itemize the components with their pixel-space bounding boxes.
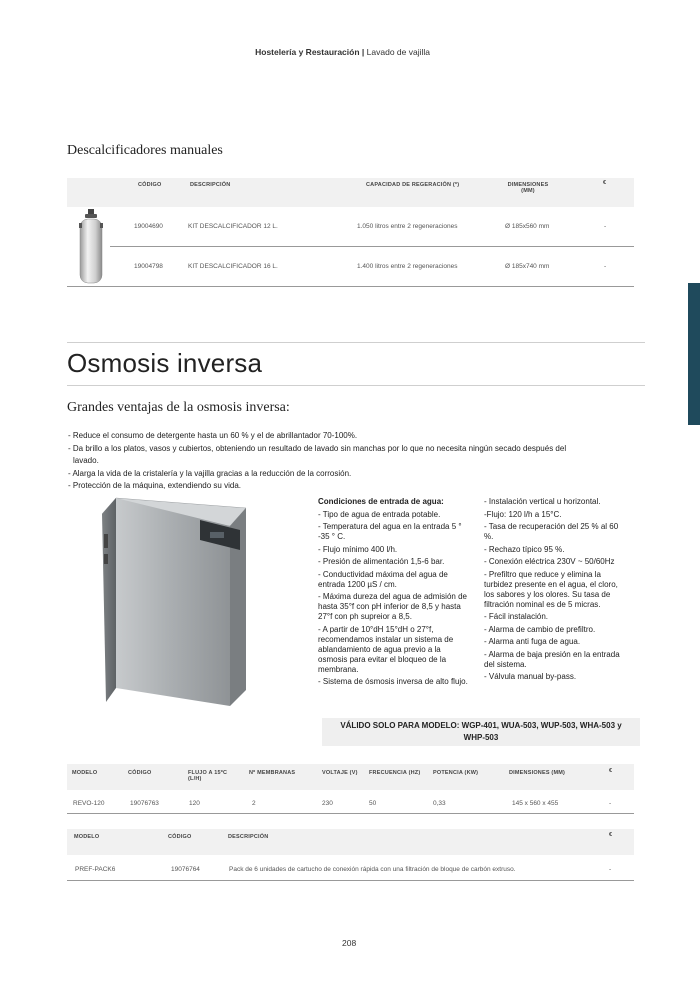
descal-row1-descripcion: KIT DESCALCIFICADOR 12 L. <box>188 223 278 230</box>
t1-flujo: 120 <box>189 800 200 807</box>
descal-row2-dimensiones: Ø 185x740 mm <box>505 263 550 270</box>
condition-item: - Tipo de agua de entrada potable. <box>318 509 441 519</box>
t1-header-bar <box>67 764 634 790</box>
feature-item: - Fácil instalación. <box>484 612 549 621</box>
t1-col-modelo: MODELO <box>72 770 98 776</box>
advantage-item: - Alarga la vida de la cristalería y la vajilla gracias a la reducción de la corrosión. <box>68 468 352 478</box>
t1-col-flujo: FLUJO A 15ºC (L/H) <box>188 770 228 782</box>
t2-bottom-rule <box>67 880 634 881</box>
condition-item: - Conductividad máxima del agua de entrada 1200 µS / cm. <box>318 569 448 589</box>
descal-bottom-rule <box>67 286 634 287</box>
t2-col-descripcion: DESCRIPCIÓN <box>228 834 269 840</box>
condition-item: - Máxima dureza del agua de admisión de hasta 35°f con pH inferior de 8,5 y hasta 27°f con ph supreior a 8,5. <box>318 592 467 621</box>
feature-item: - Alarma anti fuga de agua. <box>484 637 581 646</box>
descal-row1-precio: - <box>604 223 607 230</box>
feature-item: - Prefiltro que reduce y elimina la turbidez presente en el agua, el cloro, los sabores y los olores. Su tasa de filtración nominal es de 5 micras. <box>484 569 618 609</box>
condition-item: - Temperatura del agua en la entrada 5 ° -35 ° C. <box>318 522 462 541</box>
t1-col-membranas: Nº MEMBRANAS <box>249 770 296 776</box>
advantage-item: - Da brillo a los platos, vasos y cubiertos, obteniendo un resultado de lavado sin manchas por lo que no necesita ningún secado después del <box>68 443 567 453</box>
descal-col-precio: € <box>603 180 607 186</box>
t1-col-codigo: CÓDIGO <box>128 770 152 776</box>
descal-row2-descripcion: KIT DESCALCIFICADOR 16 L. <box>188 263 278 270</box>
descal-col-codigo: CÓDIGO <box>138 182 162 188</box>
condition-item: - A partir de 10°dH 15°dH o 27°f, recomendamos instalar un sistema de ablandamiento de agua previo a la osmosis para evitar el bloqueo de la membrana. <box>318 624 454 674</box>
banner-line1: VÁLIDO SOLO PARA MODELO: WGP-401, WUA-503, WUP-503, WHA-503 y <box>340 721 622 730</box>
descal-row1-codigo: 19004690 <box>134 223 163 230</box>
advantage-item: lavado. <box>73 456 99 465</box>
osmosis-unit-image <box>100 494 248 706</box>
t1-codigo: 19076763 <box>130 800 159 807</box>
feature-item: - Alarma de cambio de prefiltro. <box>484 624 596 634</box>
water-softener-image <box>76 207 106 287</box>
t1-potencia: 0,33 <box>433 800 446 807</box>
t2-precio: - <box>609 866 612 873</box>
conditions-title: Condiciones de entrada de agua: <box>318 497 444 506</box>
t2-modelo: PREF-PACK6 <box>75 866 116 873</box>
advantage-item: - Reduce el consumo de detergente hasta un 60 % y el de abrillantador 70-100%. <box>68 431 358 440</box>
feature-item: - Rechazo típico 95 %. <box>484 544 565 554</box>
feature-item: -Flujo: 120 l/h a 15°C. <box>484 509 562 519</box>
header-separator: | <box>361 47 365 57</box>
feature-item: - Tasa de recuperación del 25 % al 60 %. <box>484 522 619 541</box>
t2-header-bar <box>67 829 634 855</box>
page-header <box>30 47 430 57</box>
t1-col-dimensiones: DIMENSIONES (MM) <box>509 770 566 776</box>
banner-line2: WHP-503 <box>463 733 499 742</box>
feature-item: - Válvula manual by-pass. <box>484 672 577 681</box>
descal-row2-codigo: 19004798 <box>134 263 163 270</box>
descal-col-descripcion: DESCRIPCIÓN <box>190 182 231 188</box>
t1-col-voltaje: VOLTAJE (V) <box>322 770 358 776</box>
header-sub: Lavado de vajilla <box>366 47 430 57</box>
osmosis-title-rule <box>67 385 645 386</box>
osmosis-subtitle: Grandes ventajas de la osmosis inversa: <box>67 400 290 415</box>
osmosis-top-rule <box>67 342 645 343</box>
descal-row1-dimensiones: Ø 185x560 mm <box>505 223 550 230</box>
valid-models-banner <box>322 718 640 746</box>
condition-item: - Flujo mínimo 400 l/h. <box>318 544 398 554</box>
condition-item: - Presión de alimentación 1,5-6 bar. <box>318 557 445 566</box>
feature-item: - Alarma de baja presión en la entrada del sistema. <box>484 649 620 669</box>
descal-col-dimensiones: DIMENSIONES (MM) <box>507 182 549 194</box>
t2-descripcion: Pack de 6 unidades de cartucho de conexión rápida con una filtración de bloque de carbón extruso. <box>229 866 516 873</box>
feature-item: - Instalación vertical u horizontal. <box>484 497 601 506</box>
t1-voltaje: 230 <box>322 800 333 807</box>
descal-title: Descalcificadores manuales <box>67 143 223 158</box>
descal-row1-capacidad: 1.050 litros entre 2 regeneraciones <box>357 223 458 230</box>
t2-col-codigo: CÓDIGO <box>168 834 192 840</box>
descal-col-capacidad: CAPACIDAD DE REGERACIÓN (*) <box>366 182 460 188</box>
t2-col-precio: € <box>609 832 613 838</box>
t1-frecuencia: 50 <box>369 800 377 807</box>
t1-col-potencia: POTENCIA (KW) <box>433 770 479 776</box>
features-list <box>484 497 626 685</box>
t2-col-modelo: MODELO <box>74 834 100 840</box>
t1-membranas: 2 <box>252 800 256 807</box>
descal-row2-precio: - <box>604 263 607 270</box>
t1-col-frecuencia: FRECUENCIA (HZ) <box>369 770 421 776</box>
advantage-item: - Protección de la máquina, extendiendo su vida. <box>68 481 241 490</box>
t1-bottom-rule <box>67 813 634 814</box>
osmosis-title: Osmosis inversa <box>67 348 263 378</box>
descal-row2-capacidad: 1.400 litros entre 2 regeneraciones <box>357 263 458 270</box>
t1-modelo: REVO-120 <box>73 800 105 807</box>
conditions-list <box>318 497 468 690</box>
descal-row-divider <box>110 246 634 247</box>
t1-precio: - <box>609 800 612 807</box>
page-number: 208 <box>342 938 357 948</box>
t2-codigo: 19076764 <box>171 866 200 873</box>
header-section: Hostelería y Restauración <box>255 47 360 57</box>
side-tab-marker <box>688 283 700 425</box>
t1-col-precio: € <box>609 768 613 774</box>
advantages-list <box>68 430 638 493</box>
feature-item: - Conexión eléctrica 230V ~ 50/60Hz <box>484 557 615 566</box>
t1-dimensiones: 145 x 560 x 455 <box>512 800 559 807</box>
condition-item: - Sistema de ósmosis inversa de alto flujo. <box>318 677 468 686</box>
